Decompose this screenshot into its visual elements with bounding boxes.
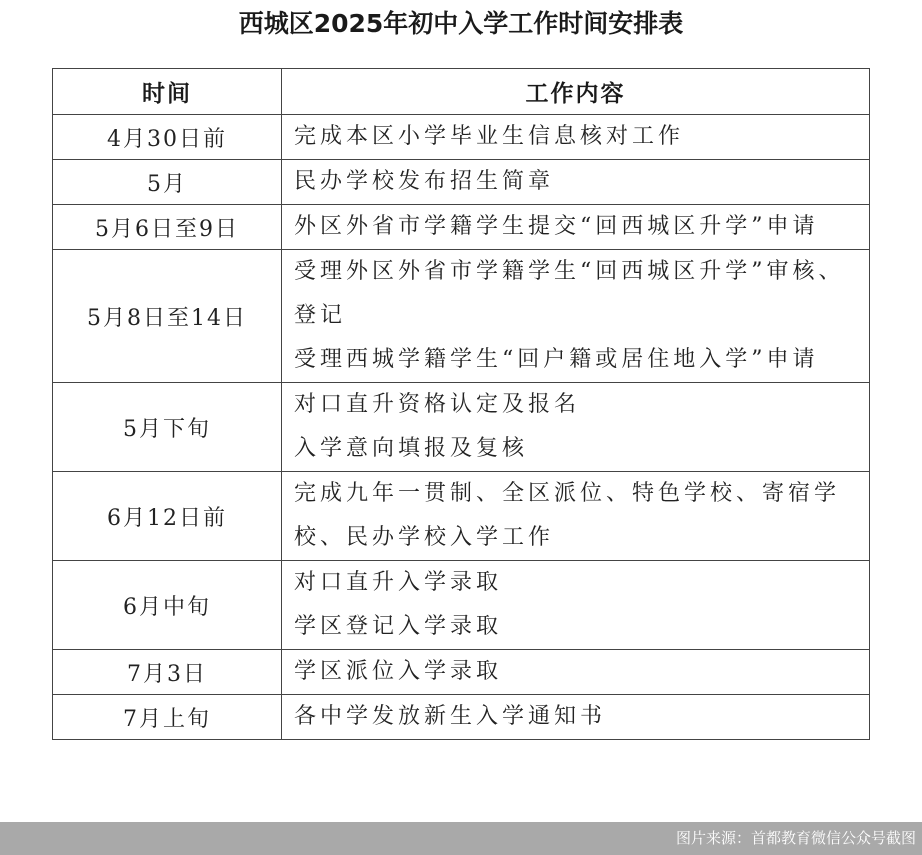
time-cell: 5月8日至14日 [53,250,282,383]
content-line: 学区派位入学录取 [294,659,503,684]
table-row [53,160,870,205]
table-row [53,383,870,472]
content-cell [282,650,870,695]
header-content: 工作内容 [282,69,870,115]
header-time: 时间 [53,69,282,115]
time-cell: 7月3日 [53,650,282,695]
content-cell [282,472,870,561]
page-title: 西城区2025年初中入学工作时间安排表 [238,9,684,38]
content-cell [282,160,870,205]
table-row [53,250,870,383]
content-line: 对口直升资格认定及报名 [294,392,581,417]
content-cell [282,561,870,650]
time-cell: 7月上旬 [53,695,282,740]
image-credit-bar [0,822,922,855]
content-line: 民办学校发布招生简章 [294,169,555,194]
content-cell [282,205,870,250]
content-line: 受理西城学籍学生“回户籍或居住地入学”申请 [294,347,819,372]
table-row [53,650,870,695]
table-header-row [53,69,870,115]
content-cell [282,383,870,472]
table-row [53,115,870,160]
time-cell: 5月 [53,160,282,205]
schedule-table [52,68,870,740]
content-line: 入学意向填报及复核 [294,436,529,461]
content-line: 各中学发放新生入学通知书 [294,704,607,729]
table-row [53,472,870,561]
table-row [53,561,870,650]
table-row [53,205,870,250]
table-row [53,695,870,740]
time-cell: 5月下旬 [53,383,282,472]
content-line: 完成九年一贯制、全区派位、特色学校、寄宿学校、民办学校入学工作 [294,481,841,550]
time-cell: 4月30日前 [53,115,282,160]
content-line: 对口直升入学录取 [294,570,503,595]
time-cell: 5月6日至9日 [53,205,282,250]
content-cell [282,115,870,160]
content-cell [282,695,870,740]
image-credit-text: 图片来源：首都教育微信公众号截图 [675,829,916,847]
time-cell: 6月12日前 [53,472,282,561]
content-line: 完成本区小学毕业生信息核对工作 [294,124,685,149]
content-line: 受理外区外省市学籍学生“回西城区升学”审核、登记 [294,259,845,328]
time-cell: 6月中旬 [53,561,282,650]
content-line: 外区外省市学籍学生提交“回西城区升学”申请 [294,214,819,239]
content-cell [282,250,870,383]
content-line: 学区登记入学录取 [294,614,503,639]
